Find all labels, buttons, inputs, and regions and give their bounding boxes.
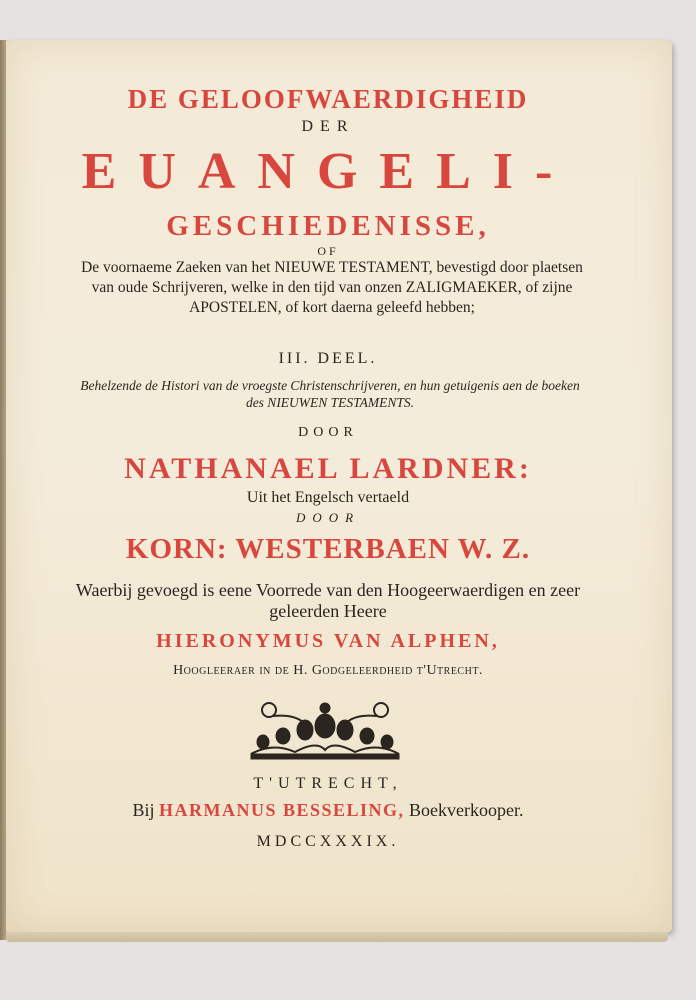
imprint-printer <box>48 800 608 821</box>
description: De voornaeme Zaeken van het NIEUWE TESTAMENT, bevestigd door plaetsen van oude Schrijveren, welke in den tijd van onzen ZALIGMAEKER, of zijne APOSTELEN, of kort daerna geleefd hebben; <box>81 259 583 316</box>
part-description: Behelzende de Histori van de vroegste Christenschrijveren, en hun getuigenis aen de boeken des NIEUWEN TESTAMENTS. <box>80 378 580 410</box>
title-line-2: EUANGELI- <box>81 143 575 200</box>
preface-line: Waerbij gevoegd is eene Voorrede van den Hoogeerwaerdigen en zeer geleerden Heere <box>75 580 581 621</box>
translated-line: Uit het Engelsch vertaeld <box>246 489 410 506</box>
title-of: OF <box>317 244 339 258</box>
title-der: DER <box>301 118 355 135</box>
title-line-1: DE GELOOFWAERDIGHEID <box>127 84 529 114</box>
printer-suffix: Boekverkooper. <box>409 800 524 820</box>
author-name: NATHANAEL LARDNER: <box>124 452 532 485</box>
title-line-3: GESCHIEDENISSE, <box>166 210 490 242</box>
printer-name: HARMANUS BESSELING, <box>159 800 405 820</box>
part-label: III. DEEL. <box>278 350 378 367</box>
imprint-year: MDCCXXXIX. <box>256 833 400 850</box>
page-edge <box>6 932 668 942</box>
floral-ornament-icon <box>243 696 407 762</box>
preface-author-title: Hoogleeraer in de H. Godgeleerdheid t'Utrecht. <box>173 663 483 678</box>
translator-name: KORN: WESTERBAEN W. Z. <box>125 533 531 565</box>
preface-author: HIERONYMUS VAN ALPHEN, <box>156 630 500 652</box>
door-label-1: DOOR <box>298 425 358 440</box>
printer-prefix: Bij <box>132 800 155 820</box>
imprint-city: T'UTRECHT, <box>253 775 403 792</box>
door-label-2: DOOR <box>295 510 361 525</box>
